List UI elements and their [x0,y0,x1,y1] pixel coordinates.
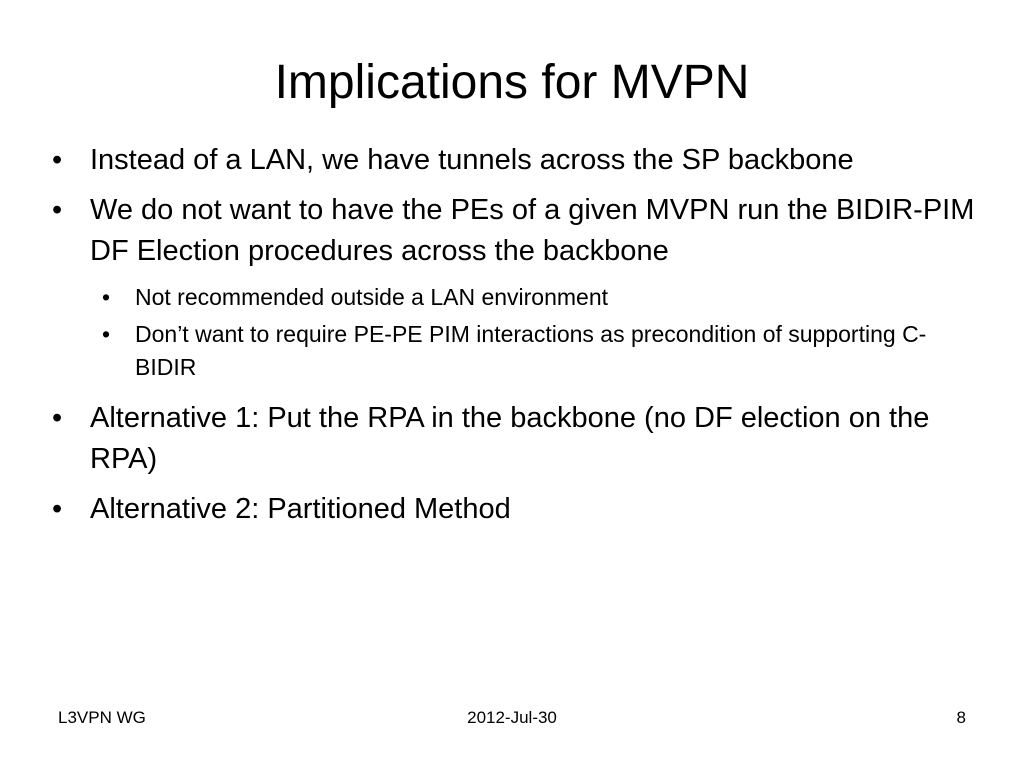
bullet-text: Alternative 1: Put the RPA in the backbone (no DF election on the RPA) [90,402,930,475]
bullet-text: We do not want to have the PEs of a given MVPN run the BIDIR-PIM DF Election procedures across the backbone [90,194,975,267]
sub-bullet-list [52,281,982,384]
bullet-item [52,140,982,181]
sub-bullet-text: Don’t want to require PE-PE PIM interactions as precondition of supporting C-BIDIR [135,321,927,380]
bullet-item [52,489,982,530]
footer-date: 2012-Jul-30 [467,708,557,727]
bullet-item [52,190,982,272]
bullet-list [52,140,982,539]
bullet-glyph: • [102,321,111,347]
bullet-glyph: • [52,493,63,525]
bullet-glyph: • [102,284,111,310]
page-number: 8 [956,708,966,727]
bullet-item [52,398,982,480]
footer-left: L3VPN WG [58,708,146,727]
bullet-glyph: • [52,144,63,176]
bullet-glyph: • [52,194,63,226]
sub-bullet-item [102,318,982,384]
sub-bullet-text: Not recommended outside a LAN environment [135,284,609,310]
slide-title: Implications for MVPN [274,56,750,109]
bullet-glyph: • [52,402,63,434]
sub-bullet-item [102,281,982,314]
bullet-text: Alternative 2: Partitioned Method [90,493,511,525]
bullet-text: Instead of a LAN, we have tunnels across the SP backbone [90,144,854,176]
